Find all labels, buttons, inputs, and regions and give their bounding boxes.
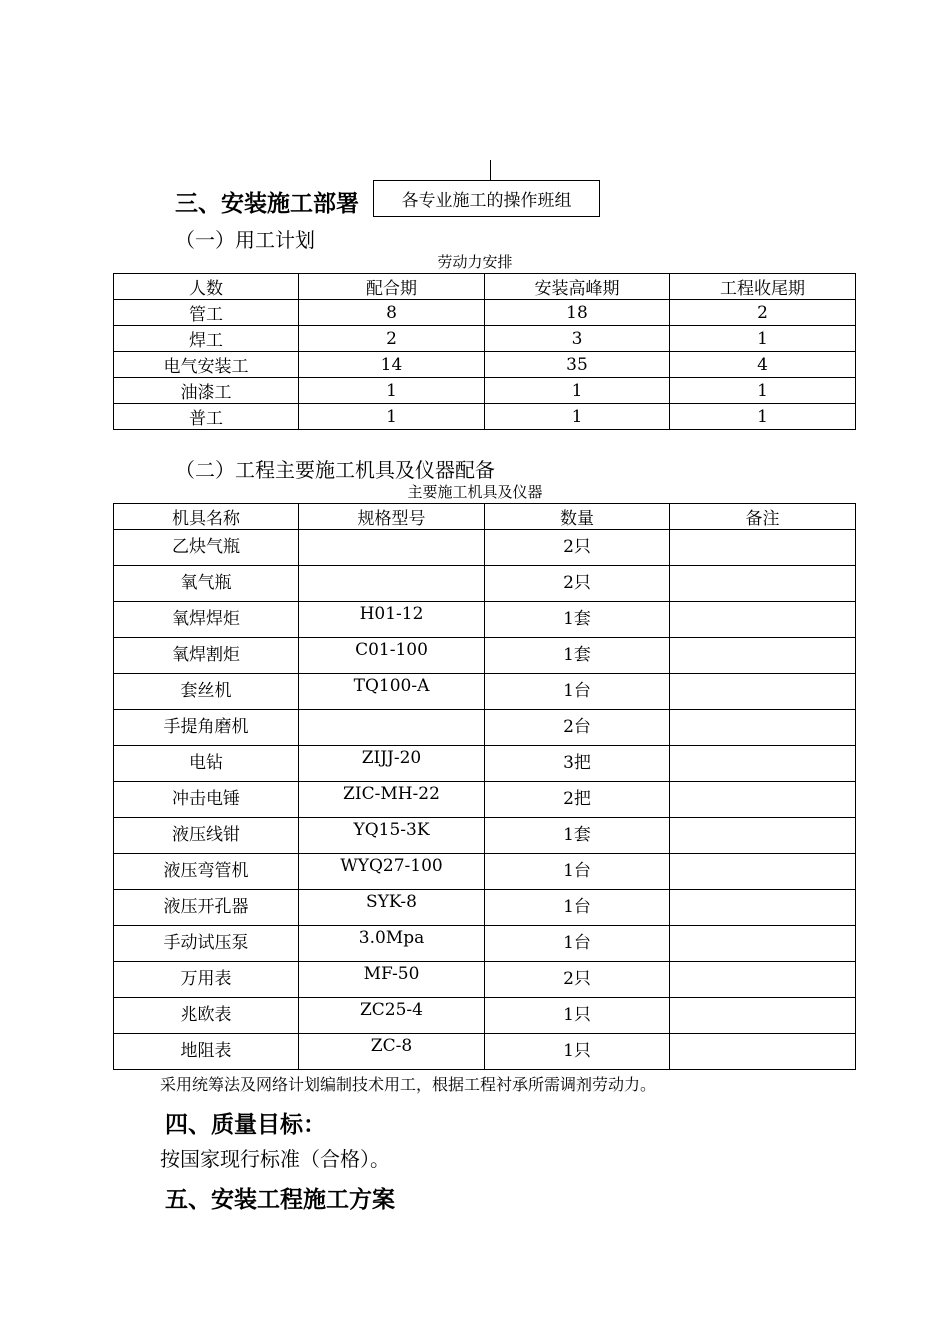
labor-table-cell: 焊工 — [114, 326, 299, 352]
equipment-table-cell: 液压线钳 — [114, 818, 299, 854]
equipment-table-cell: 1套 — [485, 602, 670, 638]
labor-plan-heading: （一）用工计划 — [175, 228, 315, 252]
equipment-table-cell: 手提角磨机 — [114, 710, 299, 746]
equipment-table-row — [114, 638, 856, 674]
equipment-table-cell: 手动试压泵 — [114, 926, 299, 962]
labor-table-cell: 管工 — [114, 300, 299, 326]
equipment-table-row — [114, 710, 856, 746]
equipment-table-header-cell: 数量 — [485, 504, 670, 530]
equipment-table-row — [114, 926, 856, 962]
equipment-table-header-cell: 备注 — [670, 504, 856, 530]
equipment-table-row — [114, 674, 856, 710]
labor-table-header-cell: 人数 — [114, 274, 299, 300]
equipment-table-cell: 1台 — [485, 926, 670, 962]
equipment-table-cell: 液压弯管机 — [114, 854, 299, 890]
equipment-table-cell: 氧焊割炬 — [114, 638, 299, 674]
equipment-table-header-row — [114, 504, 856, 530]
equipment-table-cell: 2只 — [485, 962, 670, 998]
equipment-table-caption: 主要施工机具及仪器 — [407, 483, 543, 501]
labor-table-cell: 1 — [670, 326, 856, 352]
labor-table-cell: 4 — [670, 352, 856, 378]
equipment-table-cell — [670, 1034, 856, 1070]
equipment-table-cell: 2只 — [485, 566, 670, 602]
equipment-table-cell: 冲击电锤 — [114, 782, 299, 818]
equipment-table-cell — [670, 566, 856, 602]
equipment-table-cell: ZIC-MH-22 — [299, 782, 485, 818]
labor-table-cell: 1 — [485, 404, 670, 430]
callout-box — [373, 180, 600, 217]
equipment-table-cell: 1台 — [485, 890, 670, 926]
labor-table-cell: 14 — [299, 352, 485, 378]
labor-table-row — [114, 378, 856, 404]
equipment-table-cell: 乙炔气瓶 — [114, 530, 299, 566]
equipment-table-cell — [299, 566, 485, 602]
equipment-table-row — [114, 746, 856, 782]
labor-table-row — [114, 352, 856, 378]
equipment-table-cell: TQ100-A — [299, 674, 485, 710]
labor-table-cell: 1 — [299, 404, 485, 430]
callout-text: 各专业施工的操作班组 — [401, 191, 572, 211]
equipment-table-cell — [670, 890, 856, 926]
labor-table-header-cell: 配合期 — [299, 274, 485, 300]
equipment-table-cell: C01-100 — [299, 638, 485, 674]
equipment-table-row — [114, 818, 856, 854]
equipment-table-cell — [670, 710, 856, 746]
equipment-table-cell: 2台 — [485, 710, 670, 746]
equipment-table-cell: 1套 — [485, 638, 670, 674]
equipment-table-row — [114, 1034, 856, 1070]
labor-note: 采用统筹法及网络计划编制技术用工，根据工程衬承所需调剂劳动力。 — [160, 1075, 657, 1094]
labor-table-cell: 1 — [299, 378, 485, 404]
equipment-table-row — [114, 566, 856, 602]
equipment-table-cell — [299, 710, 485, 746]
labor-table-cell: 2 — [670, 300, 856, 326]
equipment-table-cell — [670, 638, 856, 674]
labor-table-row — [114, 300, 856, 326]
labor-table-header-cell: 安装高峰期 — [485, 274, 670, 300]
equipment-table-cell: YQ15-3K — [299, 818, 485, 854]
equipment-table-cell: 3.0Mpa — [299, 926, 485, 962]
labor-table-cell: 1 — [485, 378, 670, 404]
equipment-table-cell — [670, 782, 856, 818]
equipment-table-cell: 2把 — [485, 782, 670, 818]
equipment-table-cell — [670, 854, 856, 890]
equipment-table-cell — [670, 674, 856, 710]
equipment-table-row — [114, 782, 856, 818]
equipment-table-cell: SYK-8 — [299, 890, 485, 926]
equipment-table-body — [114, 530, 856, 1070]
labor-table-row — [114, 404, 856, 430]
labor-table-cell: 35 — [485, 352, 670, 378]
labor-table — [113, 273, 856, 430]
labor-table-cell: 1 — [670, 378, 856, 404]
labor-table-header-cell: 工程收尾期 — [670, 274, 856, 300]
equipment-table-row — [114, 530, 856, 566]
equipment-table-cell: 2只 — [485, 530, 670, 566]
equipment-table-cell: 套丝机 — [114, 674, 299, 710]
equipment-table-cell: 万用表 — [114, 962, 299, 998]
labor-table-caption: 劳动力安排 — [437, 253, 513, 271]
section-3-title: 三、安装施工部署 — [175, 191, 359, 217]
equipment-table — [113, 503, 856, 1070]
equipment-table-row — [114, 890, 856, 926]
equipment-table-cell — [670, 818, 856, 854]
equipment-table-cell: 氧焊焊炬 — [114, 602, 299, 638]
labor-table-cell: 2 — [299, 326, 485, 352]
equipment-table-cell: 3把 — [485, 746, 670, 782]
equipment-table-cell: WYQ27-100 — [299, 854, 485, 890]
equipment-table-cell: 液压开孔器 — [114, 890, 299, 926]
equipment-table-cell — [670, 998, 856, 1034]
labor-table-cell: 电气安装工 — [114, 352, 299, 378]
labor-table-cell: 8 — [299, 300, 485, 326]
equipment-table-header-cell: 机具名称 — [114, 504, 299, 530]
equipment-table-row — [114, 602, 856, 638]
equipment-table-row — [114, 962, 856, 998]
equipment-table-cell: 1台 — [485, 854, 670, 890]
equipment-table-cell — [670, 926, 856, 962]
equipment-table-cell: MF-50 — [299, 962, 485, 998]
equipment-table-cell: 1只 — [485, 1034, 670, 1070]
section-4-title: 四、质量目标： — [165, 1112, 326, 1138]
labor-table-cell: 油漆工 — [114, 378, 299, 404]
equipment-table-cell: H01-12 — [299, 602, 485, 638]
equipment-table-cell — [299, 530, 485, 566]
equipment-table-cell: ZC25-4 — [299, 998, 485, 1034]
equipment-table-row — [114, 854, 856, 890]
equipment-table-cell — [670, 530, 856, 566]
equipment-table-cell: ZIJJ-20 — [299, 746, 485, 782]
equipment-table-cell: 电钻 — [114, 746, 299, 782]
equipment-heading: （二）工程主要施工机具及仪器配备 — [175, 458, 495, 482]
section-5-title: 五、安装工程施工方案 — [165, 1187, 395, 1213]
equipment-table-header-cell: 规格型号 — [299, 504, 485, 530]
labor-table-cell: 普工 — [114, 404, 299, 430]
equipment-table-cell: 兆欧表 — [114, 998, 299, 1034]
quality-target-text: 按国家现行标准（合格）。 — [160, 1147, 390, 1171]
equipment-table-row — [114, 998, 856, 1034]
labor-table-row — [114, 326, 856, 352]
labor-table-cell: 3 — [485, 326, 670, 352]
equipment-table-cell: 1套 — [485, 818, 670, 854]
labor-table-header-row — [114, 274, 856, 300]
equipment-table-cell: 氧气瓶 — [114, 566, 299, 602]
equipment-table-cell: 地阻表 — [114, 1034, 299, 1070]
equipment-table-cell: 1台 — [485, 674, 670, 710]
equipment-table-cell — [670, 746, 856, 782]
labor-table-body — [114, 300, 856, 430]
equipment-table-cell: 1只 — [485, 998, 670, 1034]
labor-table-cell: 1 — [670, 404, 856, 430]
equipment-table-cell — [670, 962, 856, 998]
labor-table-cell: 18 — [485, 300, 670, 326]
equipment-table-cell: ZC-8 — [299, 1034, 485, 1070]
equipment-table-cell — [670, 602, 856, 638]
